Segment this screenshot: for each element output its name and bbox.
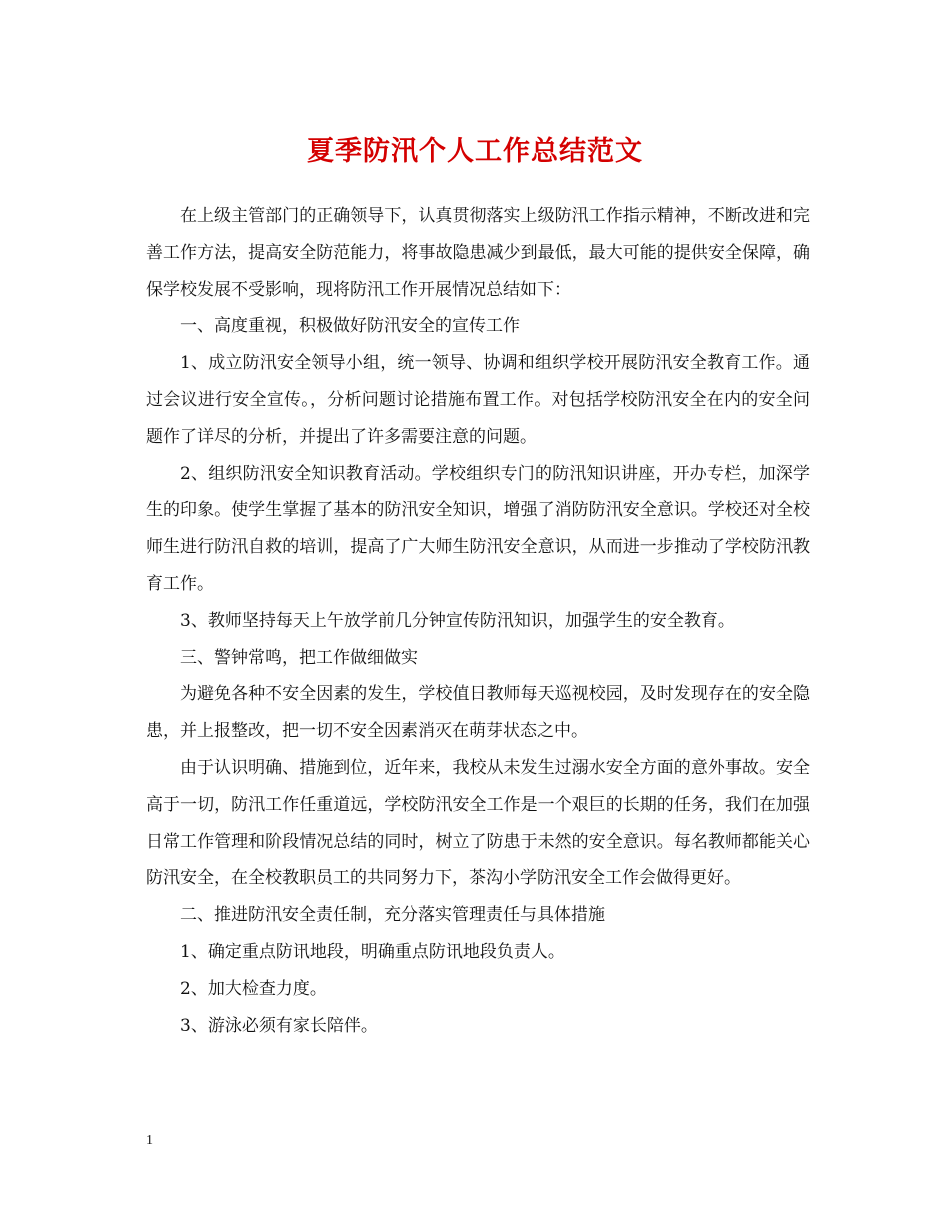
- paragraph-item-2-3: 3、游泳必须有家长陪伴。: [180, 1015, 378, 1036]
- paragraph-patrol: 为避免各种不安全因素的发生，学校值日教师每天巡视校园，及时发现存在的安全隐患，并上报整改，把一切不安全因素消灭在萌芽状态之中。: [146, 684, 810, 742]
- paragraph-item-2-1: 1、确定重点防讯地段，明确重点防讯地段负责人。: [180, 941, 565, 962]
- paragraph-item-1-3: 3、教师坚持每天上午放学前几分钟宣传防汛知识，加强学生的安全教育。: [180, 610, 735, 631]
- page-number: 1: [146, 1133, 153, 1148]
- document-body: [146, 198, 810, 1044]
- section-heading-3: 三、警钟常鸣，把工作做细做实: [180, 647, 418, 668]
- document-title: 夏季防汛个人工作总结范文: [307, 136, 643, 167]
- paragraph-summary: 由于认识明确、措施到位，近年来，我校从未发生过溺水安全方面的意外事故。安全高于一切，防汛工作任重道远，学校防汛安全工作是一个艰巨的长期的任务，我们在加强日常工作管理和阶段情况总结的同时，树立了防患于未然的安全意识。每名教师都能关心防汛安全，在全校教职员工的共同努力下，茶沟小学防汛安全工作会做得更好。: [146, 757, 810, 889]
- section-heading-1: 一、高度重视，积极做好防汛安全的宣传工作: [180, 316, 520, 337]
- paragraph-item-1-2: 2、组织防汛安全知识教育活动。学校组织专门的防汛知识讲座，开办专栏，加深学生的印象。使学生掌握了基本的防汛安全知识，增强了消防防汛安全意识。学校还对全校师生进行防汛自救的培训，提高了广大师生防汛安全意识，从而进一步推动了学校防汛教育工作。: [146, 463, 810, 594]
- paragraph-item-1-1: 1、成立防汛安全领导小组，统一领导、协调和组织学校开展防汛安全教育工作。通过会议进行安全宣传。，分析问题讨论措施布置工作。对包括学校防汛安全在内的安全问题作了详尽的分析，并提出了许多需要注意的问题。: [146, 353, 810, 447]
- paragraph-intro: 在上级主管部门的正确领导下，认真贯彻落实上级防汛工作指示精神，不断改进和完善工作方法，提高安全防范能力，将事故隐患减少到最低，最大可能的提供安全保障，确保学校发展不受影响，现将防汛工作开展情况总结如下：: [146, 206, 810, 300]
- paragraph-item-2-2: 2、加大检查力度。: [180, 978, 327, 999]
- section-heading-2: 二、推进防汛安全责任制，充分落实管理责任与具体措施: [180, 905, 605, 926]
